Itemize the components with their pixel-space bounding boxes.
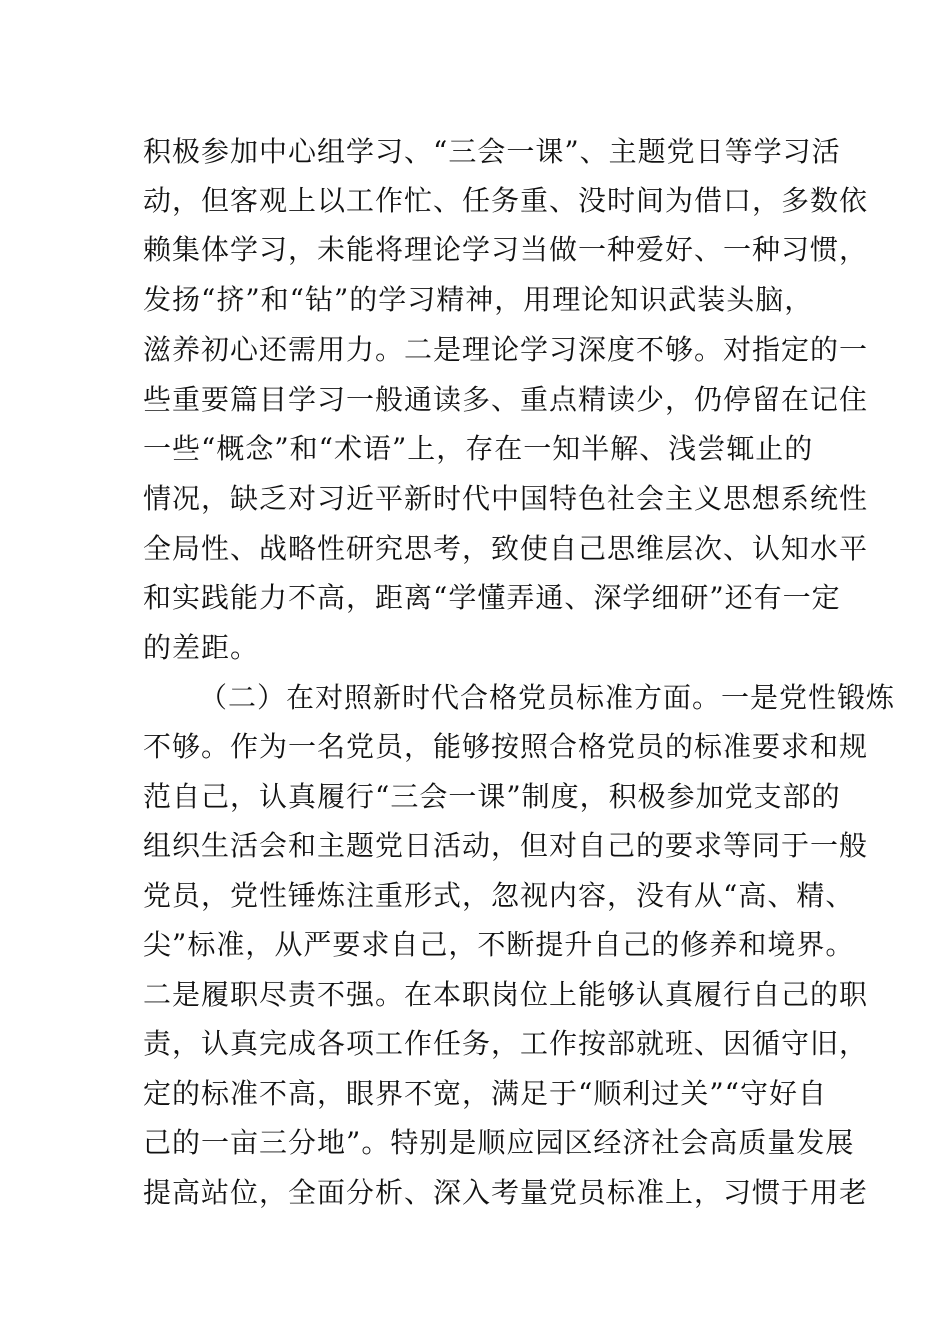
text-line: 二是履职尽责不强。在本职岗位上能够认真履行自己的职 [143, 978, 869, 1011]
text-line: 一些“概念”和“术语”上，存在一知半解、浅尝辄止的 [143, 432, 814, 465]
text-line: 全局性、战略性研究思考，致使自己思维层次、认知水平 [143, 532, 869, 565]
text-line: 不够。作为一名党员，能够按照合格党员的标准要求和规 [143, 730, 869, 763]
text-line: 组织生活会和主题党日活动，但对自己的要求等同于一般 [143, 829, 869, 862]
text-line: 发扬“挤”和“钻”的学习精神，用理论知识武装头脑， [143, 283, 814, 316]
text-line: 动，但客观上以工作忙、任务重、没时间为借口，多数依 [143, 184, 869, 217]
text-line: 积极参加中心组学习、“三会一课”、主题党日等学习活 [143, 135, 841, 168]
text-line: 些重要篇目学习一般通读多、重点精读少，仍停留在记住 [143, 383, 869, 416]
text-line: 情况，缺乏对习近平新时代中国特色社会主义思想系统性 [143, 482, 869, 515]
text-line: 范自己，认真履行“三会一课”制度，积极参加党支部的 [143, 780, 841, 813]
text-line: 滋养初心还需用力。二是理论学习深度不够。对指定的一 [143, 333, 869, 366]
text-line: 定的标准不高，眼界不宽，满足于“顺利过关”“守好自 [143, 1077, 827, 1110]
text-line: 赖集体学习，未能将理论学习当做一种爱好、一种习惯， [143, 233, 869, 266]
text-line: 尖”标准，从严要求自己，不断提升自己的修养和境界。 [143, 928, 855, 961]
text-line: 和实践能力不高，距离“学懂弄通、深学细研”还有一定 [143, 581, 841, 614]
text-line: 党员，党性锤炼注重形式，忽视内容，没有从“高、精、 [143, 879, 855, 912]
text-line: 提高站位，全面分析、深入考量党员标准上，习惯于用老 [143, 1176, 869, 1209]
text-line: 的差距。 [143, 631, 260, 664]
text-line: 责，认真完成各项工作任务，工作按部就班、因循守旧， [143, 1027, 869, 1060]
section-heading-line: （二）在对照新时代合格党员标准方面。一是党性锻炼 [199, 681, 896, 714]
text-line: 己的一亩三分地”。特别是顺应园区经济社会高质量发展 [143, 1126, 855, 1159]
